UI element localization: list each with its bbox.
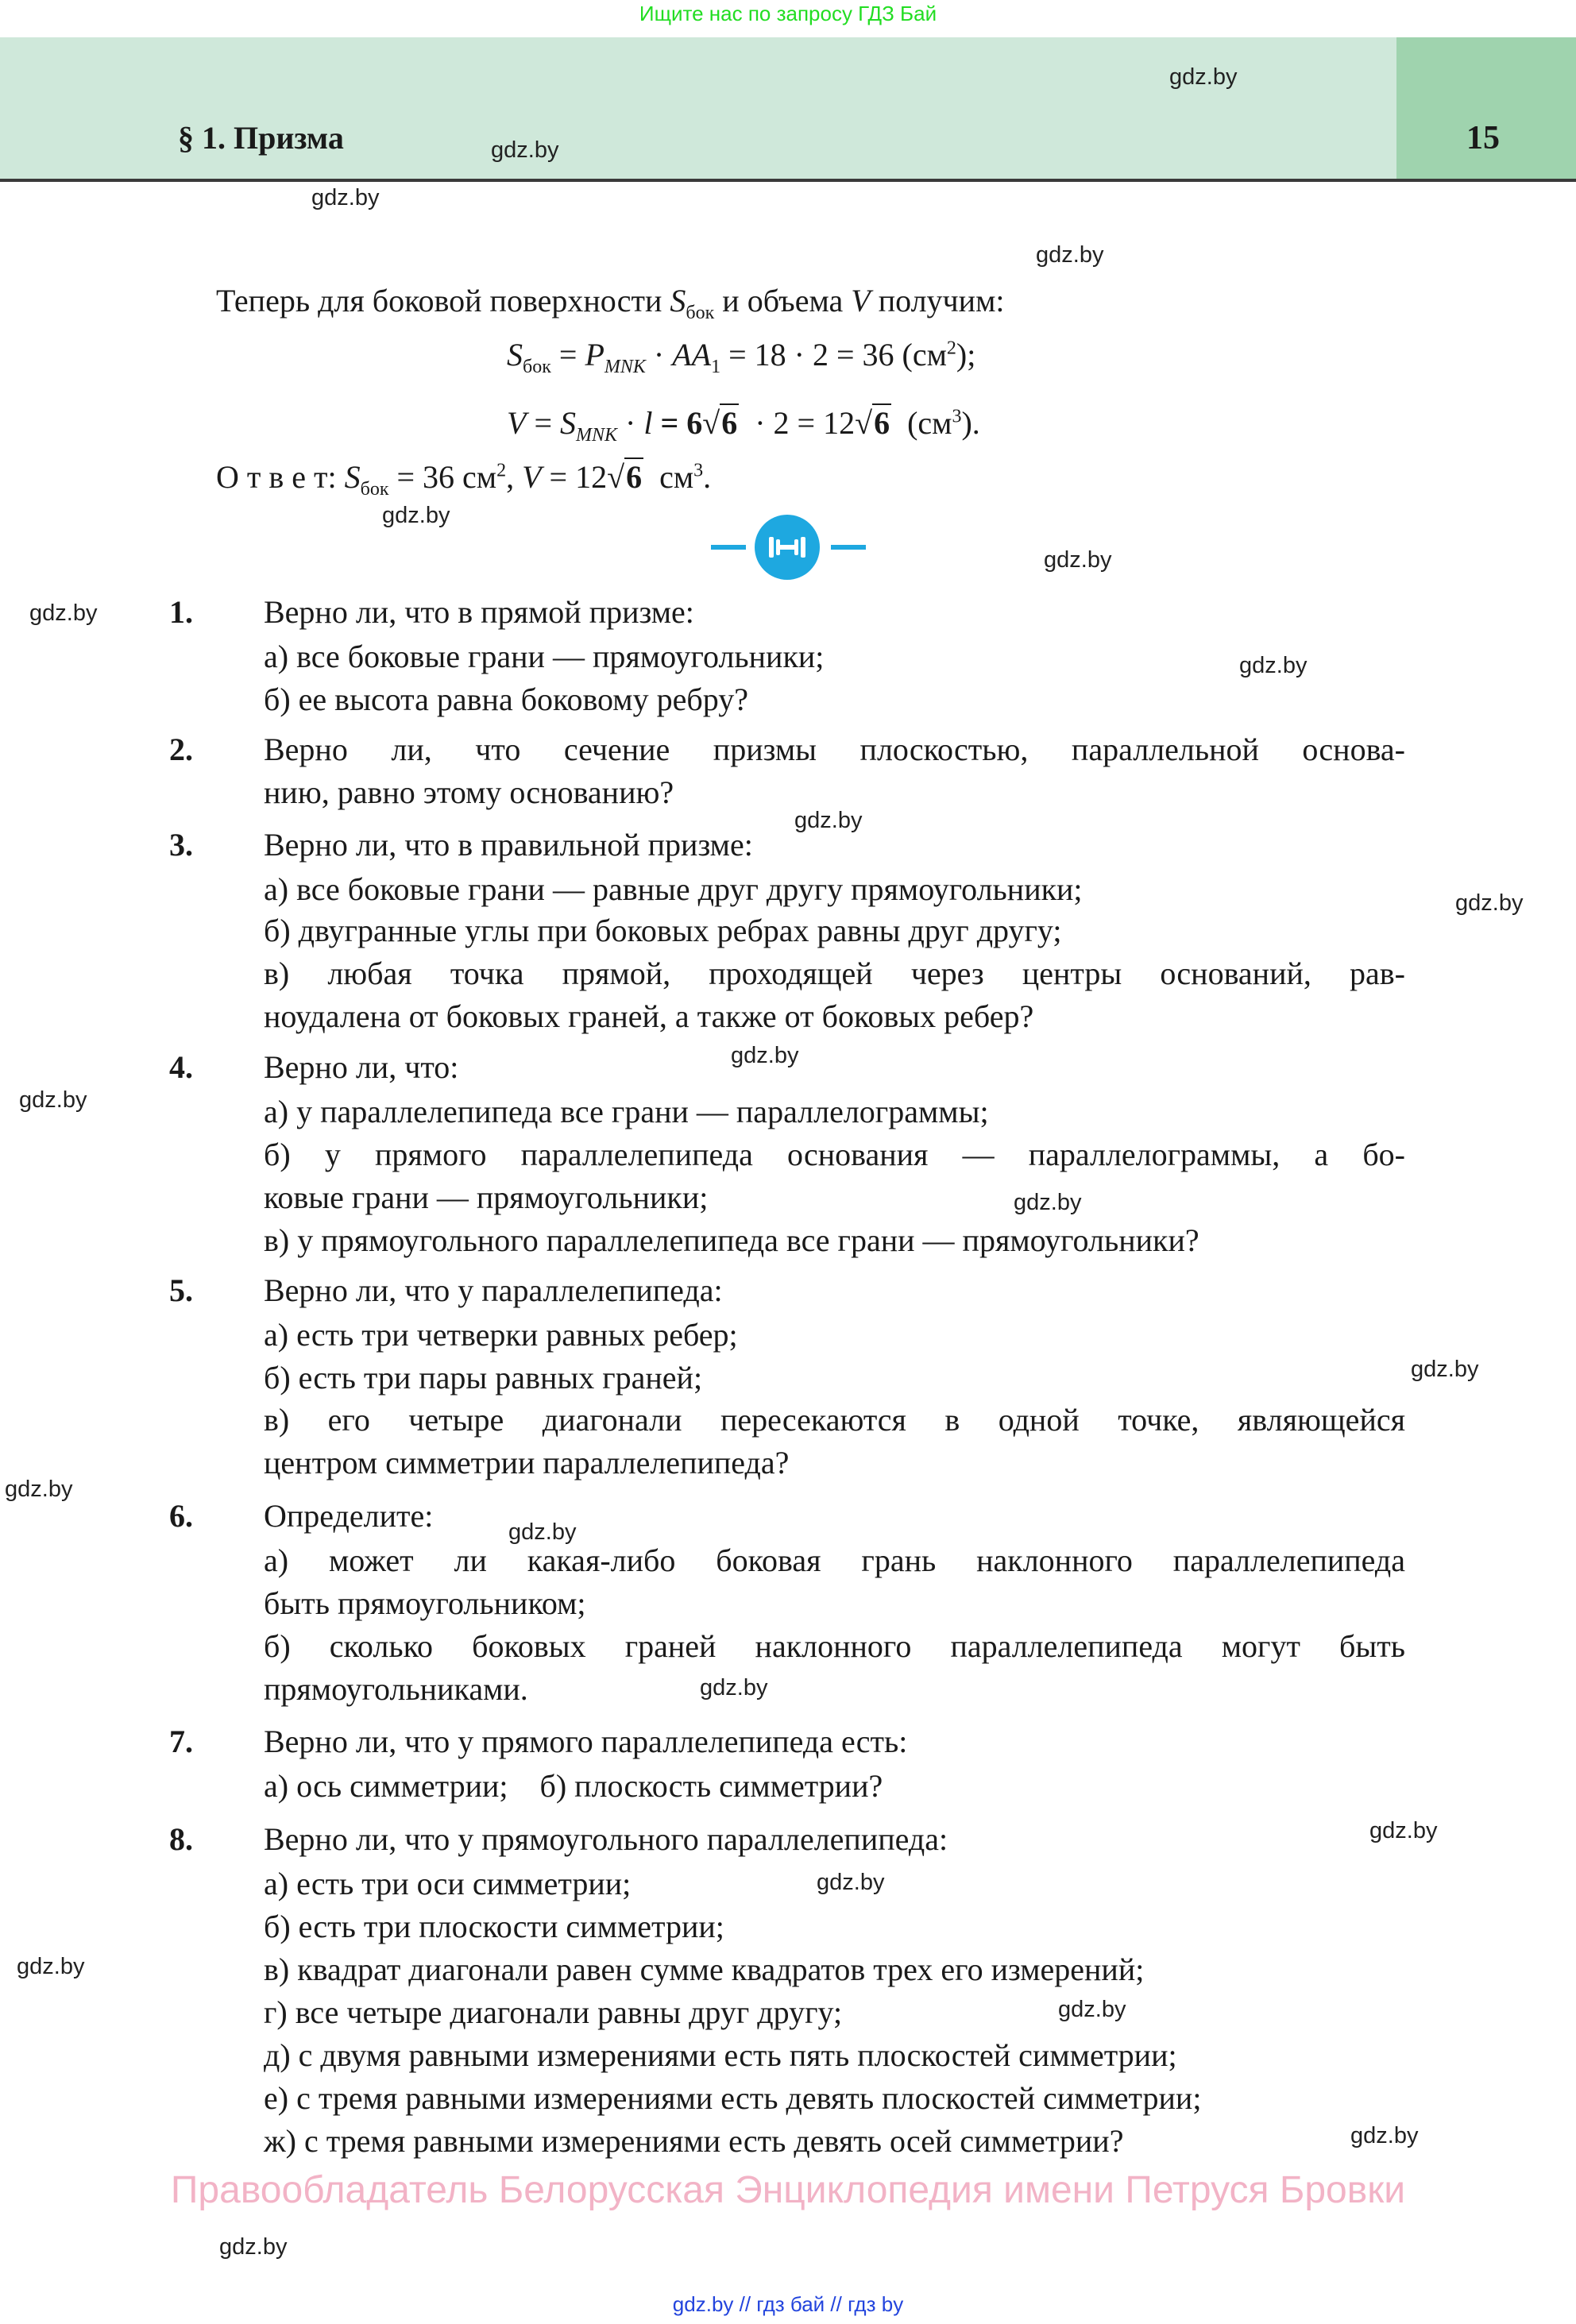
- sqrt-icon: √: [702, 405, 720, 441]
- question-line: нию, равно этому основанию?: [264, 774, 674, 810]
- watermark-text: gdz.by: [5, 1477, 73, 1502]
- question-line: а) есть три четверки равных ребер;: [264, 1317, 738, 1353]
- watermark-text: gdz.by: [1044, 547, 1112, 573]
- question-line: в) квадрат диагонали равен сумме квадратов трех его измерений;: [264, 1951, 1145, 1987]
- copyright-notice: Правообладатель Белорусская Энциклопедия имени Петруся Бровки: [170, 2169, 1406, 2211]
- question-line: ковые грани — прямоугольники;: [264, 1179, 709, 1215]
- intro-text: Теперь для боковой поверхности $S_{бок}$ и объема V получим:: [216, 283, 1005, 323]
- divider-right: [831, 545, 866, 550]
- formula-lateral-area: $S_{бок} = P_{MNK} \cdot AA_1 = 18 \cdot 2 = 36$ $(см^2)$;: [507, 337, 976, 377]
- watermark-text: gdz.by: [311, 185, 380, 210]
- question-number: 2.: [169, 732, 193, 767]
- watermark-text: gdz.by: [19, 1087, 87, 1113]
- watermark-text: gdz.by: [491, 137, 559, 163]
- page-number: 15: [1466, 120, 1500, 156]
- question-line: б) ее высота равна боковому ребру?: [264, 681, 748, 717]
- question-line: а) все боковые грани — прямоугольники;: [264, 639, 825, 674]
- question-line: б) двугранные углы при боковых ребрах равны друг другу;: [264, 913, 1062, 948]
- question-line: а) есть три оси симметрии;: [264, 1866, 632, 1901]
- question-line: б) есть три пары равных граней;: [264, 1360, 703, 1396]
- question-line: прямоугольниками.: [264, 1671, 528, 1707]
- question-line: г) все четыре диагонали равны друг другу;: [264, 1994, 843, 2030]
- question-line: Верно ли, что у прямоугольного параллелепипеда:: [264, 1821, 948, 1857]
- question-line: быть прямоугольником;: [264, 1585, 586, 1621]
- dumbbell-icon: [755, 515, 820, 580]
- watermark-text: gdz.by: [794, 808, 863, 833]
- watermark-text: gdz.by: [1169, 64, 1238, 90]
- question-line: а) может ли какая-либо боковая грань наклонного параллелепипеда: [264, 1542, 1405, 1578]
- section-title: § 1. Призма: [178, 120, 344, 156]
- question-line: Верно ли, что в правильной призме:: [264, 827, 753, 863]
- watermark-text: gdz.by: [731, 1043, 799, 1068]
- watermark-text: gdz.by: [382, 503, 450, 528]
- question-line: в) у прямоугольного параллелепипеда все грани — прямоугольники?: [264, 1222, 1199, 1258]
- top-banner[interactable]: Ищите нас по запросу ГДЗ Бай: [639, 2, 937, 25]
- question-number: 1.: [169, 594, 193, 630]
- watermark-text: gdz.by: [817, 1870, 885, 1895]
- watermark-text: gdz.by: [1036, 242, 1104, 268]
- watermark-text: gdz.by: [219, 2234, 288, 2260]
- question-number: 7.: [169, 1724, 193, 1759]
- question-line: б) есть три плоскости симметрии;: [264, 1909, 724, 1944]
- page-header: [0, 37, 1576, 182]
- watermark-text: gdz.by: [1058, 1997, 1126, 2022]
- answer: О т в е т: $S_{бок} = 36$ $см^2$, V = 12√6 $см^3$.: [216, 459, 712, 500]
- watermark-text: gdz.by: [1014, 1190, 1082, 1215]
- sqrt-icon: √: [855, 405, 873, 441]
- question-number: 3.: [169, 827, 193, 863]
- question-number: 6.: [169, 1498, 193, 1534]
- question-line: ноудалена от боковых граней, а также от боковых ребер?: [264, 998, 1034, 1034]
- watermark-text: gdz.by: [1411, 1357, 1479, 1382]
- question-number: 8.: [169, 1821, 193, 1857]
- question-line: Определите:: [264, 1498, 434, 1534]
- question-line: Верно ли, что у прямого параллелепипеда есть:: [264, 1724, 908, 1759]
- question-line: б) у прямого параллелепипеда основания — параллелограммы, а бо-: [264, 1137, 1405, 1172]
- question-line: центром симметрии параллелепипеда?: [264, 1445, 790, 1480]
- question-number: 4.: [169, 1049, 193, 1085]
- watermark-text: gdz.by: [1455, 890, 1524, 916]
- question-line: Верно ли, что у параллелепипеда:: [264, 1272, 723, 1308]
- question-line: Верно ли, что:: [264, 1049, 459, 1085]
- question-line: в) его четыре диагонали пересекаются в одной точке, являющейся: [264, 1402, 1405, 1438]
- watermark-text: gdz.by: [700, 1675, 768, 1701]
- question-line: ж) с тремя равными измерениями есть девять осей симметрии?: [264, 2123, 1124, 2159]
- question-line: Верно ли, что в прямой призме:: [264, 594, 694, 630]
- question-line: а) ось симметрии; б) плоскость симметрии?: [264, 1768, 883, 1804]
- question-line: а) все боковые грани — равные друг другу прямоугольники;: [264, 871, 1083, 907]
- bottom-links[interactable]: gdz.by // гдз бай // гдз by: [672, 2292, 904, 2316]
- watermark-text: gdz.by: [1239, 653, 1308, 678]
- question-line: в) любая точка прямой, проходящей через центры оснований, рав-: [264, 955, 1405, 991]
- watermark-text: gdz.by: [1369, 1818, 1438, 1843]
- page-number-box: [1396, 37, 1576, 179]
- question-line: Верно ли, что сечение призмы плоскостью, параллельной основа-: [264, 732, 1405, 767]
- question-line: е) с тремя равными измерениями есть девять плоскостей симметрии;: [264, 2080, 1202, 2116]
- watermark-text: gdz.by: [1350, 2123, 1419, 2148]
- question-number: 5.: [169, 1272, 193, 1308]
- watermark-text: gdz.by: [17, 1954, 85, 1979]
- formula-volume: $V = S_{MNK} \cdot l = 6√6 \cdot 2 = 12√6$ $(см^3)$.: [507, 405, 980, 446]
- question-line: д) с двумя равными измерениями есть пять плоскостей симметрии;: [264, 2037, 1177, 2073]
- question-line: б) сколько боковых граней наклонного параллелепипеда могут быть: [264, 1628, 1405, 1664]
- sqrt-icon: √: [607, 459, 625, 495]
- question-line: а) у параллелепипеда все грани — параллелограммы;: [264, 1094, 989, 1129]
- watermark-text: gdz.by: [508, 1519, 577, 1545]
- divider-left: [711, 545, 746, 550]
- watermark-text: gdz.by: [29, 600, 98, 626]
